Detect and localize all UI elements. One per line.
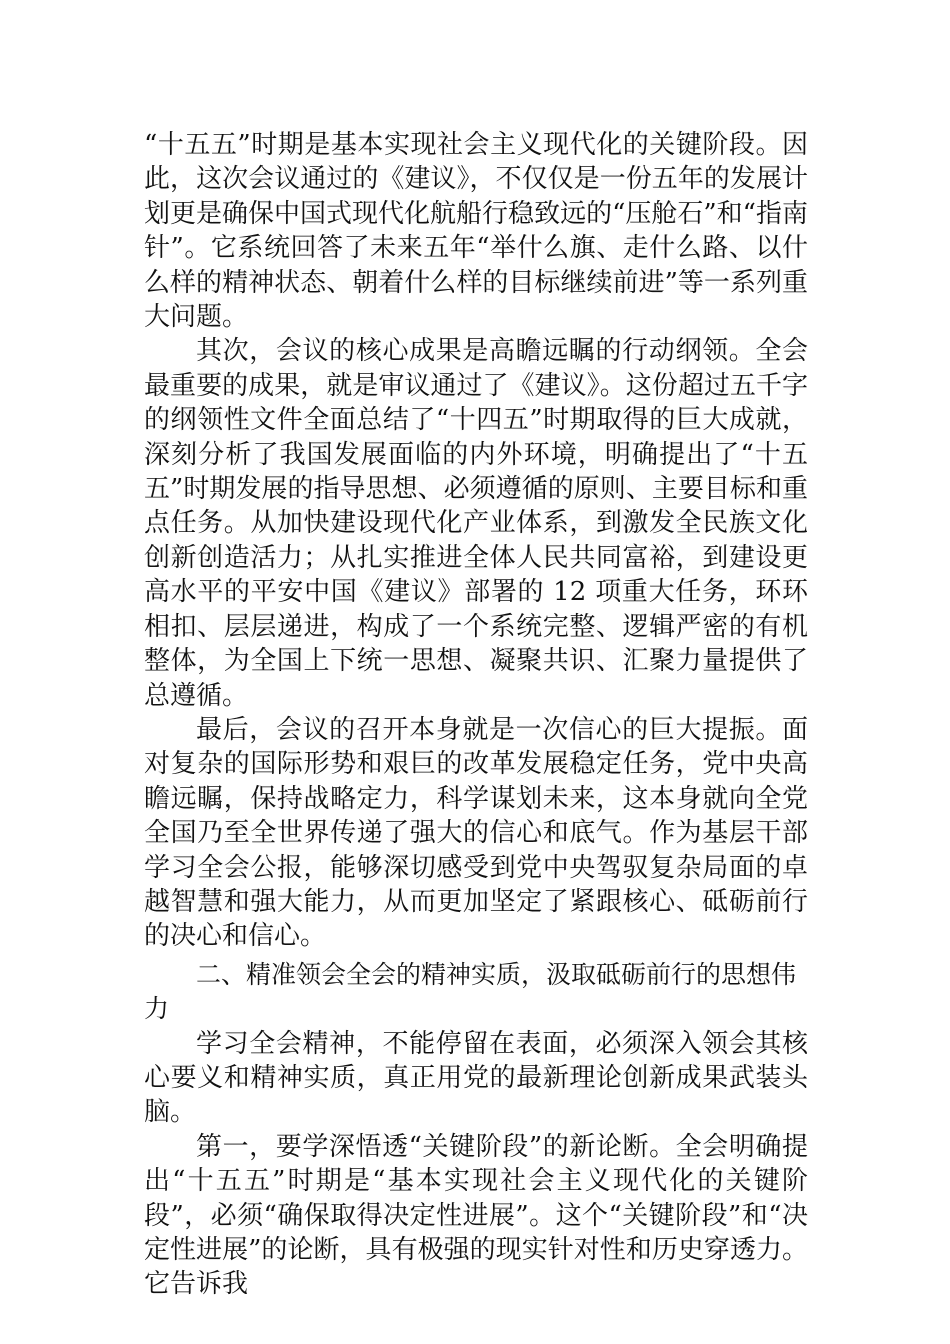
paragraph-continuation: “十五五”时期是基本实现社会主义现代化的关键阶段。因此，这次会议通过的《建议》，不仅仅是一份五年的发展计划更是确保中国式现代化航船行稳致远的“压舱石”和“指南针”。它系统回答了未来五年“举什么旗、走什么路、以什么样的精神状态、朝着什么样的目标继续前进”等一系列重大问题。 [144, 130, 808, 333]
document-body [144, 128, 808, 1302]
section-heading: 二、精准领会全会的精神实质，汲取砥砺前行的思想伟力 [144, 959, 797, 1024]
paragraph-first-point: 第一，要学深悟透“关键阶段”的新论断。全会明确提出“十五五”时期是“基本实现社会主义现代化的关键阶段”，必须“确保取得决定性进展”。这个“关键阶段”和“决定性进展”的论断，具有极强的现实针对性和历史穿透力。它告诉我 [144, 1131, 808, 1300]
paragraph-intro: 学习全会精神，不能停留在表面，必须深入领会其核心要义和精神实质，真正用党的最新理论创新成果武装头脑。 [144, 1028, 808, 1128]
paragraph-secondly: 其次，会议的核心成果是高瞻远瞩的行动纲领。全会最重要的成果，就是审议通过了《建议》。这份超过五千字的纲领性文件全面总结了“十四五”时期取得的巨大成就，深刻分析了我国发展面临的内外环境，明确提出了“十五五”时期发展的指导思想、必须遵循的原则、主要目标和重点任务。从加快建设现代化产业体系，到激发全民族文化创新创造活力；从扎实推进全体人民共同富裕，到建设更高水平的平安中国《建议》部署的 12 项重大任务，环环相扣、层层递进，构成了一个系统完整、逻辑严密的有机整体，为全国上下统一思想、凝聚共识、汇聚力量提供了总遵循。 [144, 336, 808, 711]
paragraph-finally: 最后，会议的召开本身就是一次信心的巨大提振。面对复杂的国际形势和艰巨的改革发展稳定任务，党中央高瞻远瞩，保持战略定力，科学谋划未来，这本身就向全党全国乃至全世界传递了强大的信心和底气。作为基层干部学习全会公报，能够深切感受到党中央驾驭复杂局面的卓越智慧和强大能力，从而更加坚定了紧跟核心、砥砺前行的决心和信心。 [144, 714, 808, 952]
